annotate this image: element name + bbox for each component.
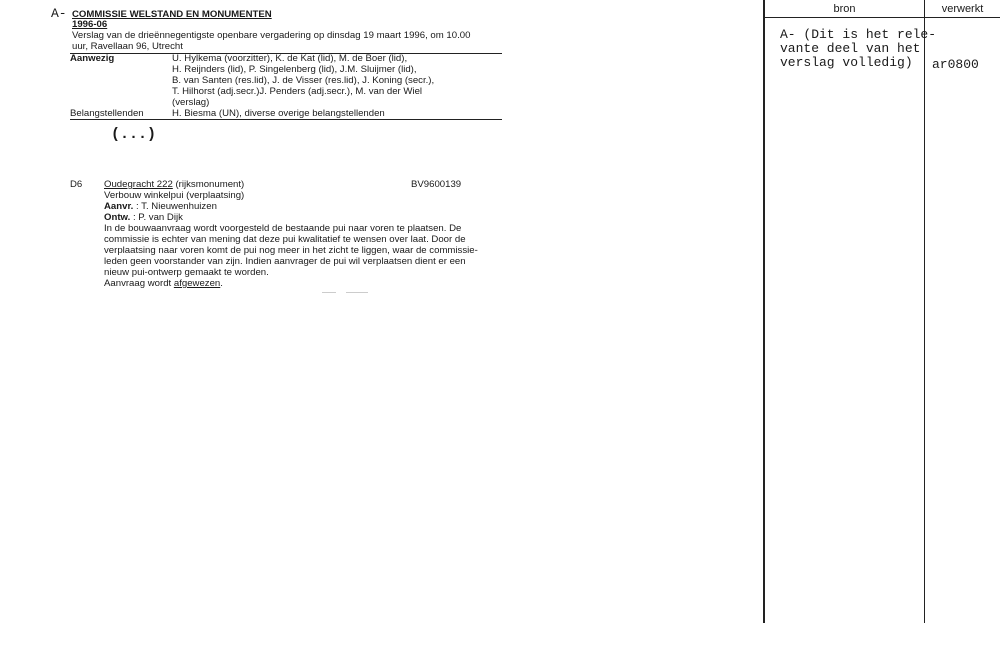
- conclusion-suffix: .: [220, 278, 223, 289]
- table-left-border: [763, 0, 765, 623]
- present-line-5: (verslag): [172, 97, 210, 108]
- item-reference: BV9600139: [411, 179, 462, 190]
- present-line-4: T. Hilhorst (adj.secr.)J. Penders (adj.secr.), M. van der Wiel: [172, 86, 423, 97]
- processed-code: ar0800: [932, 57, 979, 72]
- designer-label: Ontw.: [104, 212, 131, 223]
- interested-label: Belangstellenden: [70, 108, 144, 119]
- report-line-1: Verslag van de drieënnegentigste openbare vergadering op dinsdag 19 maart 1996, om 10.00: [72, 30, 471, 41]
- interested-value: H. Biesma (UN), diverse overige belangstellenden: [172, 108, 385, 119]
- applicant-name: : T. Nieuwenhuizen: [136, 201, 217, 212]
- present-line-1: U. Hylkema (voorzitter), K. de Kat (lid), M. de Boer (lid),: [172, 53, 408, 64]
- conclusion-decision: afgewezen: [173, 278, 221, 289]
- scan-speck: [346, 292, 368, 293]
- item-address: Oudegracht 222: [104, 179, 173, 190]
- item-status: (rijksmonument): [175, 179, 245, 190]
- item-subject: Verbouw winkelpui (verplaatsing): [104, 190, 245, 201]
- source-note-line-3: verslag volledig): [780, 55, 913, 70]
- body-line-1: In de bouwaanvraag wordt voorgesteld de bestaande pui naar voren te plaatsen. De: [104, 223, 462, 234]
- body-line-4: leden geen voorstander van zijn. Indien aanvrager de pui wil verplaatsen dient er een: [104, 256, 466, 267]
- source-note-line-2: vante deel van het: [780, 41, 921, 56]
- applicant-label: Aanvr.: [104, 201, 134, 212]
- table-header-divider: [763, 17, 1000, 18]
- applicant-row: [104, 201, 217, 212]
- column-header-processed: verwerkt: [941, 3, 984, 15]
- report-line-2: uur, Ravellaan 96, Utrecht: [72, 41, 183, 52]
- document-number: 1996-06: [72, 19, 108, 30]
- present-label: Aanwezig: [70, 53, 115, 64]
- designer-name: : P. van Dijk: [132, 212, 183, 223]
- section-marker: A-: [51, 6, 67, 21]
- scan-speck: [322, 292, 336, 293]
- conclusion-prefix: Aanvraag wordt: [104, 278, 174, 289]
- item-code: D6: [70, 179, 83, 190]
- table-column-divider: [924, 0, 925, 623]
- column-header-source: bron: [833, 3, 856, 15]
- body-line-5: nieuw pui-ontwerp gemaakt te worden.: [104, 267, 269, 278]
- divider-bottom: [70, 119, 502, 120]
- document-title: COMMISSIE WELSTAND EN MONUMENTEN: [72, 9, 272, 20]
- item-title: [104, 179, 244, 190]
- present-line-2: H. Reijnders (lid), P. Singelenberg (lid), J.M. Sluijmer (lid),: [172, 64, 417, 75]
- source-note-line-1: A- (Dit is het rele-: [780, 27, 937, 42]
- present-line-3: B. van Santen (res.lid), J. de Visser (res.lid), J. Koning (secr.),: [172, 75, 435, 86]
- conclusion: [104, 278, 223, 289]
- body-line-2: commissie is echter van mening dat deze pui kwalitatief te wensen over laat. Door de: [104, 234, 466, 245]
- omission-ellipsis: (...): [111, 126, 157, 143]
- designer-row: [104, 212, 183, 223]
- body-line-3: verplaatsing naar voren komt de pui nog meer in het zicht te liggen, waar de commissie-: [104, 245, 478, 256]
